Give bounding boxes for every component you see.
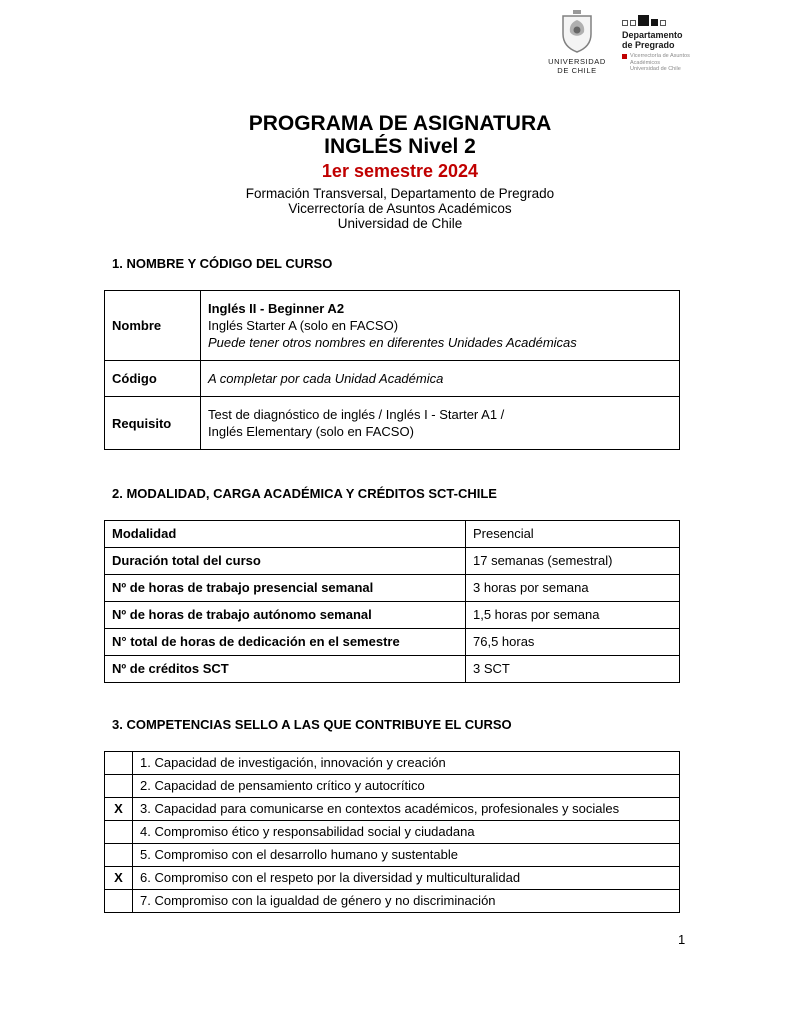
competency-text: 7. Compromiso con la igualdad de género y no discriminación (133, 890, 680, 913)
course-name-secondary: Inglés Starter A (solo en FACSO) (208, 318, 399, 333)
row-label: Nº de horas de trabajo presencial semanal (105, 575, 466, 602)
pregrado-red-square-icon (622, 54, 627, 59)
course-code-note: A completar por cada Unidad Académica (208, 371, 444, 386)
row-value: 17 semanas (semestral) (466, 548, 680, 575)
section2-heading: 2. MODALIDAD, CARGA ACADÉMICA Y CRÉDITOS SCT-CHILE (112, 486, 497, 501)
title-block (0, 112, 800, 231)
table-row (105, 775, 680, 798)
section3-heading: 3. COMPETENCIAS SELLO A LAS QUE CONTRIBUYE EL CURSO (112, 717, 512, 732)
uchile-logo-line1: UNIVERSIDAD (548, 57, 606, 66)
row-label: Requisito (105, 397, 201, 450)
competency-text: 3. Capacidad para comunicarse en contextos académicos, profesionales y sociales (133, 798, 680, 821)
row-value (201, 361, 680, 397)
competency-text: 2. Capacidad de pensamiento crítico y autocrítico (133, 775, 680, 798)
table-row (105, 821, 680, 844)
row-label: Nº de horas de trabajo autónomo semanal (105, 602, 466, 629)
competency-text: 6. Compromiso con el respeto por la diversidad y multiculturalidad (133, 867, 680, 890)
table-row (105, 798, 680, 821)
pregrado-sub-line2: Académicos (630, 59, 660, 66)
competencies-table (104, 751, 680, 913)
row-value (201, 291, 680, 361)
row-value: 3 horas por semana (466, 575, 680, 602)
competency-text: 1. Capacidad de investigación, innovación y creación (133, 752, 680, 775)
row-label: N° total de horas de dedicación en el semestre (105, 629, 466, 656)
competency-mark (105, 890, 133, 913)
pregrado-title-line2: de Pregrado (622, 40, 675, 50)
uchile-logo-line2: DE CHILE (557, 66, 597, 75)
competency-mark (105, 821, 133, 844)
table-row (105, 752, 680, 775)
requisite-line2: Inglés Elementary (solo en FACSO) (208, 424, 414, 439)
subtitle-line3: Universidad de Chile (337, 216, 463, 231)
competency-mark (105, 844, 133, 867)
uchile-crest-icon (560, 10, 594, 54)
course-name-note: Puede tener otros nombres en diferentes Unidades Académicas (208, 335, 577, 350)
competency-mark (105, 775, 133, 798)
modality-credits-table (104, 520, 680, 683)
table-row (105, 361, 680, 397)
row-value: 3 SCT (466, 656, 680, 683)
uchile-logo (546, 10, 608, 75)
document-body (104, 256, 680, 913)
row-label: Nombre (105, 291, 201, 361)
table-row (105, 890, 680, 913)
table-row (105, 656, 680, 683)
competency-mark: X (105, 798, 133, 821)
section1-heading: 1. NOMBRE Y CÓDIGO DEL CURSO (112, 256, 333, 271)
subtitle-line1: Formación Transversal, Departamento de Pregrado (245, 186, 555, 201)
table-row (105, 397, 680, 450)
page-number: 1 (678, 932, 686, 947)
table-row (105, 629, 680, 656)
course-name-primary: Inglés II - Beginner A2 (208, 301, 345, 316)
page-title-line1: PROGRAMA DE ASIGNATURA (248, 112, 552, 135)
row-label: Duración total del curso (105, 548, 466, 575)
pregrado-sub-line3: Universidad de Chile (630, 66, 681, 72)
row-label: Código (105, 361, 201, 397)
row-value: 1,5 horas por semana (466, 602, 680, 629)
table-row (105, 867, 680, 890)
pregrado-logo (622, 10, 714, 73)
pregrado-squares-icon (622, 14, 714, 26)
competency-mark: X (105, 867, 133, 890)
row-label: Nº de créditos SCT (105, 656, 466, 683)
pregrado-subtext (622, 53, 714, 73)
requisite-line1: Test de diagnóstico de inglés / Inglés I - Starter A1 / (208, 407, 505, 422)
table-row (105, 844, 680, 867)
row-label: Modalidad (105, 521, 466, 548)
row-value: 76,5 horas (466, 629, 680, 656)
semester-label: 1er semestre 2024 (321, 161, 479, 181)
pregrado-title-line1: Departamento (622, 30, 683, 40)
row-value: Presencial (466, 521, 680, 548)
pregrado-sub-line1: Vicerrectoría de Asuntos (630, 53, 690, 59)
table-row (105, 521, 680, 548)
page-title-line2: INGLÉS Nivel 2 (324, 135, 476, 158)
table-row (105, 602, 680, 629)
row-value (201, 397, 680, 450)
competency-mark (105, 752, 133, 775)
competency-text: 4. Compromiso ético y responsabilidad social y ciudadana (133, 821, 680, 844)
table-row (105, 548, 680, 575)
course-info-table (104, 290, 680, 450)
table-row (105, 575, 680, 602)
subtitle-line2: Vicerrectoría de Asuntos Académicos (288, 201, 512, 216)
competency-text: 5. Compromiso con el desarrollo humano y sustentable (133, 844, 680, 867)
table-row (105, 291, 680, 361)
header-logos (546, 10, 714, 75)
